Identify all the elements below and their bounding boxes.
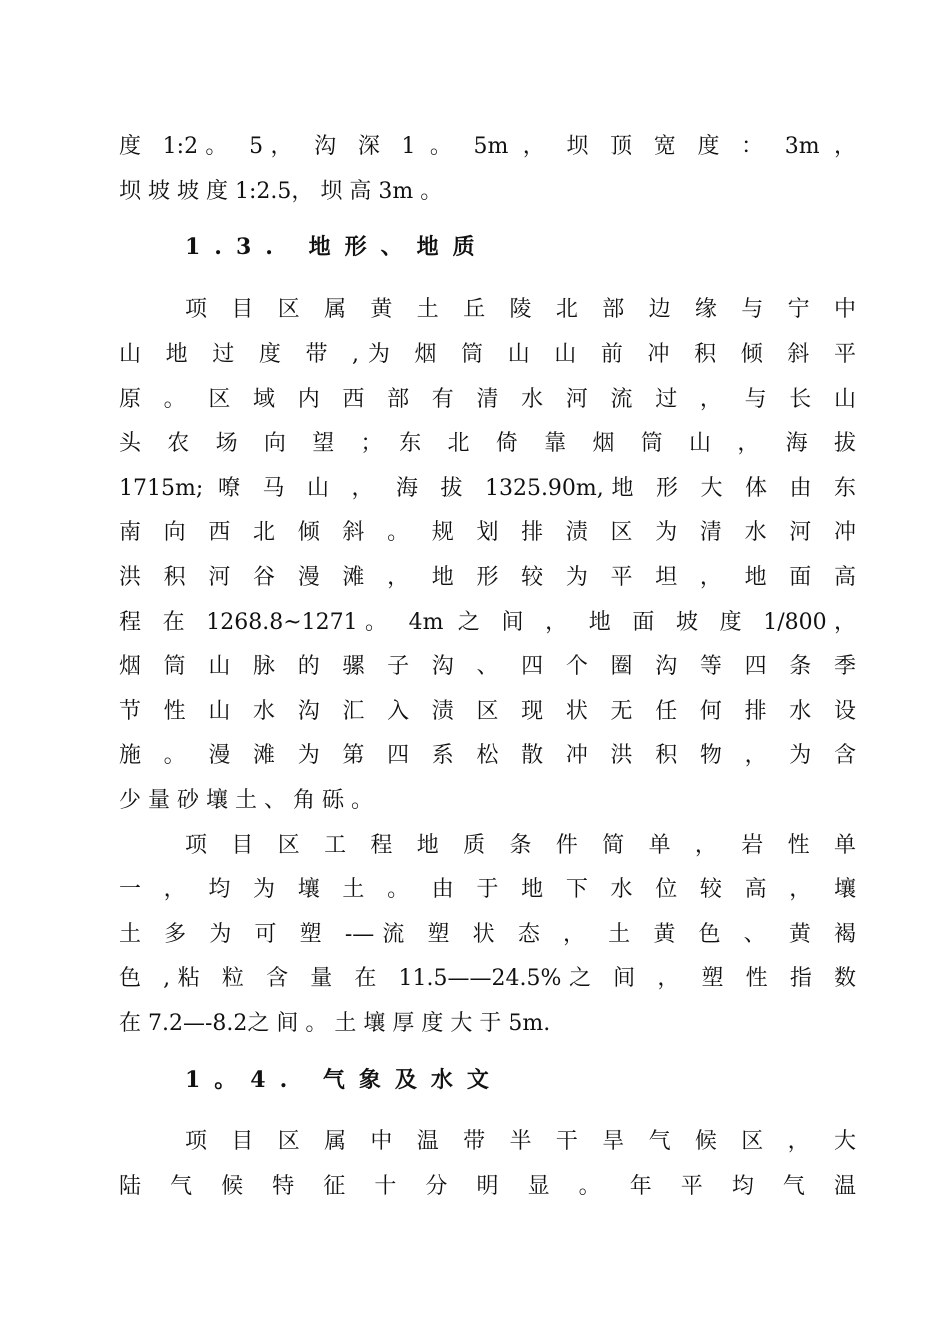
section-heading-1-4: 1。4. 气象及水文 [185,1067,503,1093]
text-line: 色 ,粘 粒 含 量 在 11.5——24.5%之 间 ， 塑 性 指 数 [119,966,856,991]
text-line: 烟 筒 山 脉 的 骡 子 沟 、 四 个 圈 沟 等 四 条 季 [119,654,856,679]
text-line: 项 目 区 属 中 温 带 半 干 旱 气 候 区 ， 大 [185,1129,856,1154]
text-line: 度 1:2。 5， 沟 深 1 。 5m ， 坝 顶 宽 度 ： 3m ， [119,134,857,159]
text-line: 土 多 为 可 塑 -—流 塑 状 态 ， 土 黄 色 、 黄 褐 [119,922,856,947]
text-line: 陆 气 候 特 征 十 分 明 显 。 年 平 均 气 温 [119,1174,856,1199]
text-line: 项 目 区 属 黄 土 丘 陵 北 部 边 缘 与 宁 中 [185,297,856,322]
text-line: 施 。 漫 滩 为 第 四 系 松 散 冲 洪 积 物 ， 为 含 [119,743,856,768]
text-line: 节 性 山 水 沟 汇 入 渍 区 现 状 无 任 何 排 水 设 [119,699,856,724]
text-line: 山 地 过 度 带 ,为 烟 筒 山 山 前 冲 积 倾 斜 平 [119,342,856,367]
text-line: 1715m; 嘹 马 山 ， 海 拔 1325.90m,地 形 大 体 由 东 [119,476,856,501]
section-heading-1-3: 1.3. 地形、地质 [185,234,489,260]
text-line: 程 在 1268.8~1271。 4m 之 间 ， 地 面 坡 度 1/800， [119,610,856,635]
text-line: 项 目 区 工 程 地 质 条 件 简 单 ， 岩 性 单 [185,833,856,858]
text-line: 在 7.2—-8.2之 间 。 土 壤 厚 度 大 于 5m. [119,1011,551,1036]
text-line: 坝 坡 坡 度 1:2.5， 坝 高 3m 。 [119,179,443,204]
text-line: 头 农 场 向 望 ； 东 北 倚 靠 烟 筒 山 ， 海 拔 [119,431,856,456]
text-line: 原 。 区 域 内 西 部 有 清 水 河 流 过 ， 与 长 山 [119,387,856,412]
text-line: 少 量 砂 壤 土 、 角 砾 。 [119,788,373,813]
text-line: 一 ， 均 为 壤 土 。 由 于 地 下 水 位 较 高 ， 壤 [119,877,856,902]
text-line: 洪 积 河 谷 漫 滩 ， 地 形 较 为 平 坦 ， 地 面 高 [119,565,856,590]
text-line: 南 向 西 北 倾 斜 。 规 划 排 渍 区 为 清 水 河 冲 [119,520,856,545]
